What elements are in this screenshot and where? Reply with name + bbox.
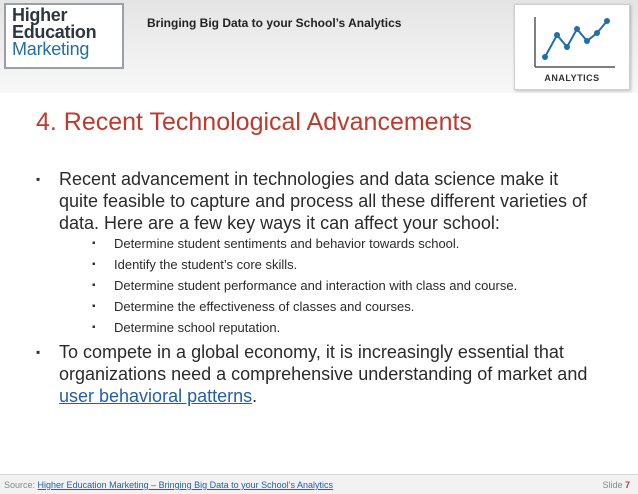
header-title: Bringing Big Data to your School’s Analytics [147, 16, 402, 30]
slide-number [602, 480, 630, 490]
source-link[interactable]: Higher Education Marketing – Bringing Big Data to your School’s Analytics [37, 480, 334, 490]
bullet-list [36, 168, 596, 407]
bullet-item: ▪ Recent advancement in technologies and data science make it quite feasible to capture and process all these different varieties of data. Here are a few key ways it can affect your school: [36, 168, 596, 234]
logo-line-3: Marketing [12, 39, 90, 59]
source-citation [4, 480, 333, 490]
bullet-period: . [252, 386, 258, 406]
logo-line-1: Higher [12, 5, 68, 25]
bullet-item [36, 341, 596, 407]
bullet-text: To compete in a global economy, it is increasingly essential that organizations need a comprehensive understanding of market and [59, 342, 588, 384]
sub-bullet-item: ▪ Determine student sentiments and behavior towards school. [36, 236, 574, 252]
slide-header [0, 0, 638, 93]
slide-label: Slide [602, 480, 623, 490]
user-behavioral-patterns-link[interactable]: user behavioral patterns [59, 386, 253, 406]
slide-footer [0, 474, 638, 494]
sub-bullet-list [36, 236, 596, 336]
sub-bullet-item: ▪ Determine school reputation. [36, 320, 574, 336]
sub-bullet-item: ▪ Identify the student’s core skills. [36, 257, 574, 273]
sub-bullet-item: ▪ Determine the effectiveness of classes and courses. [36, 299, 574, 315]
page-title: 4. Recent Technological Advancements [36, 108, 472, 136]
source-label: Source: [4, 480, 36, 490]
sub-bullet-item: ▪ Determine student performance and interaction with class and course. [36, 278, 574, 294]
badge-label: ANALYTICS [544, 73, 600, 83]
slide-number-value: 7 [624, 480, 630, 490]
logo-line-2: Education [12, 22, 97, 42]
logo [4, 3, 124, 69]
analytics-badge [514, 4, 630, 90]
